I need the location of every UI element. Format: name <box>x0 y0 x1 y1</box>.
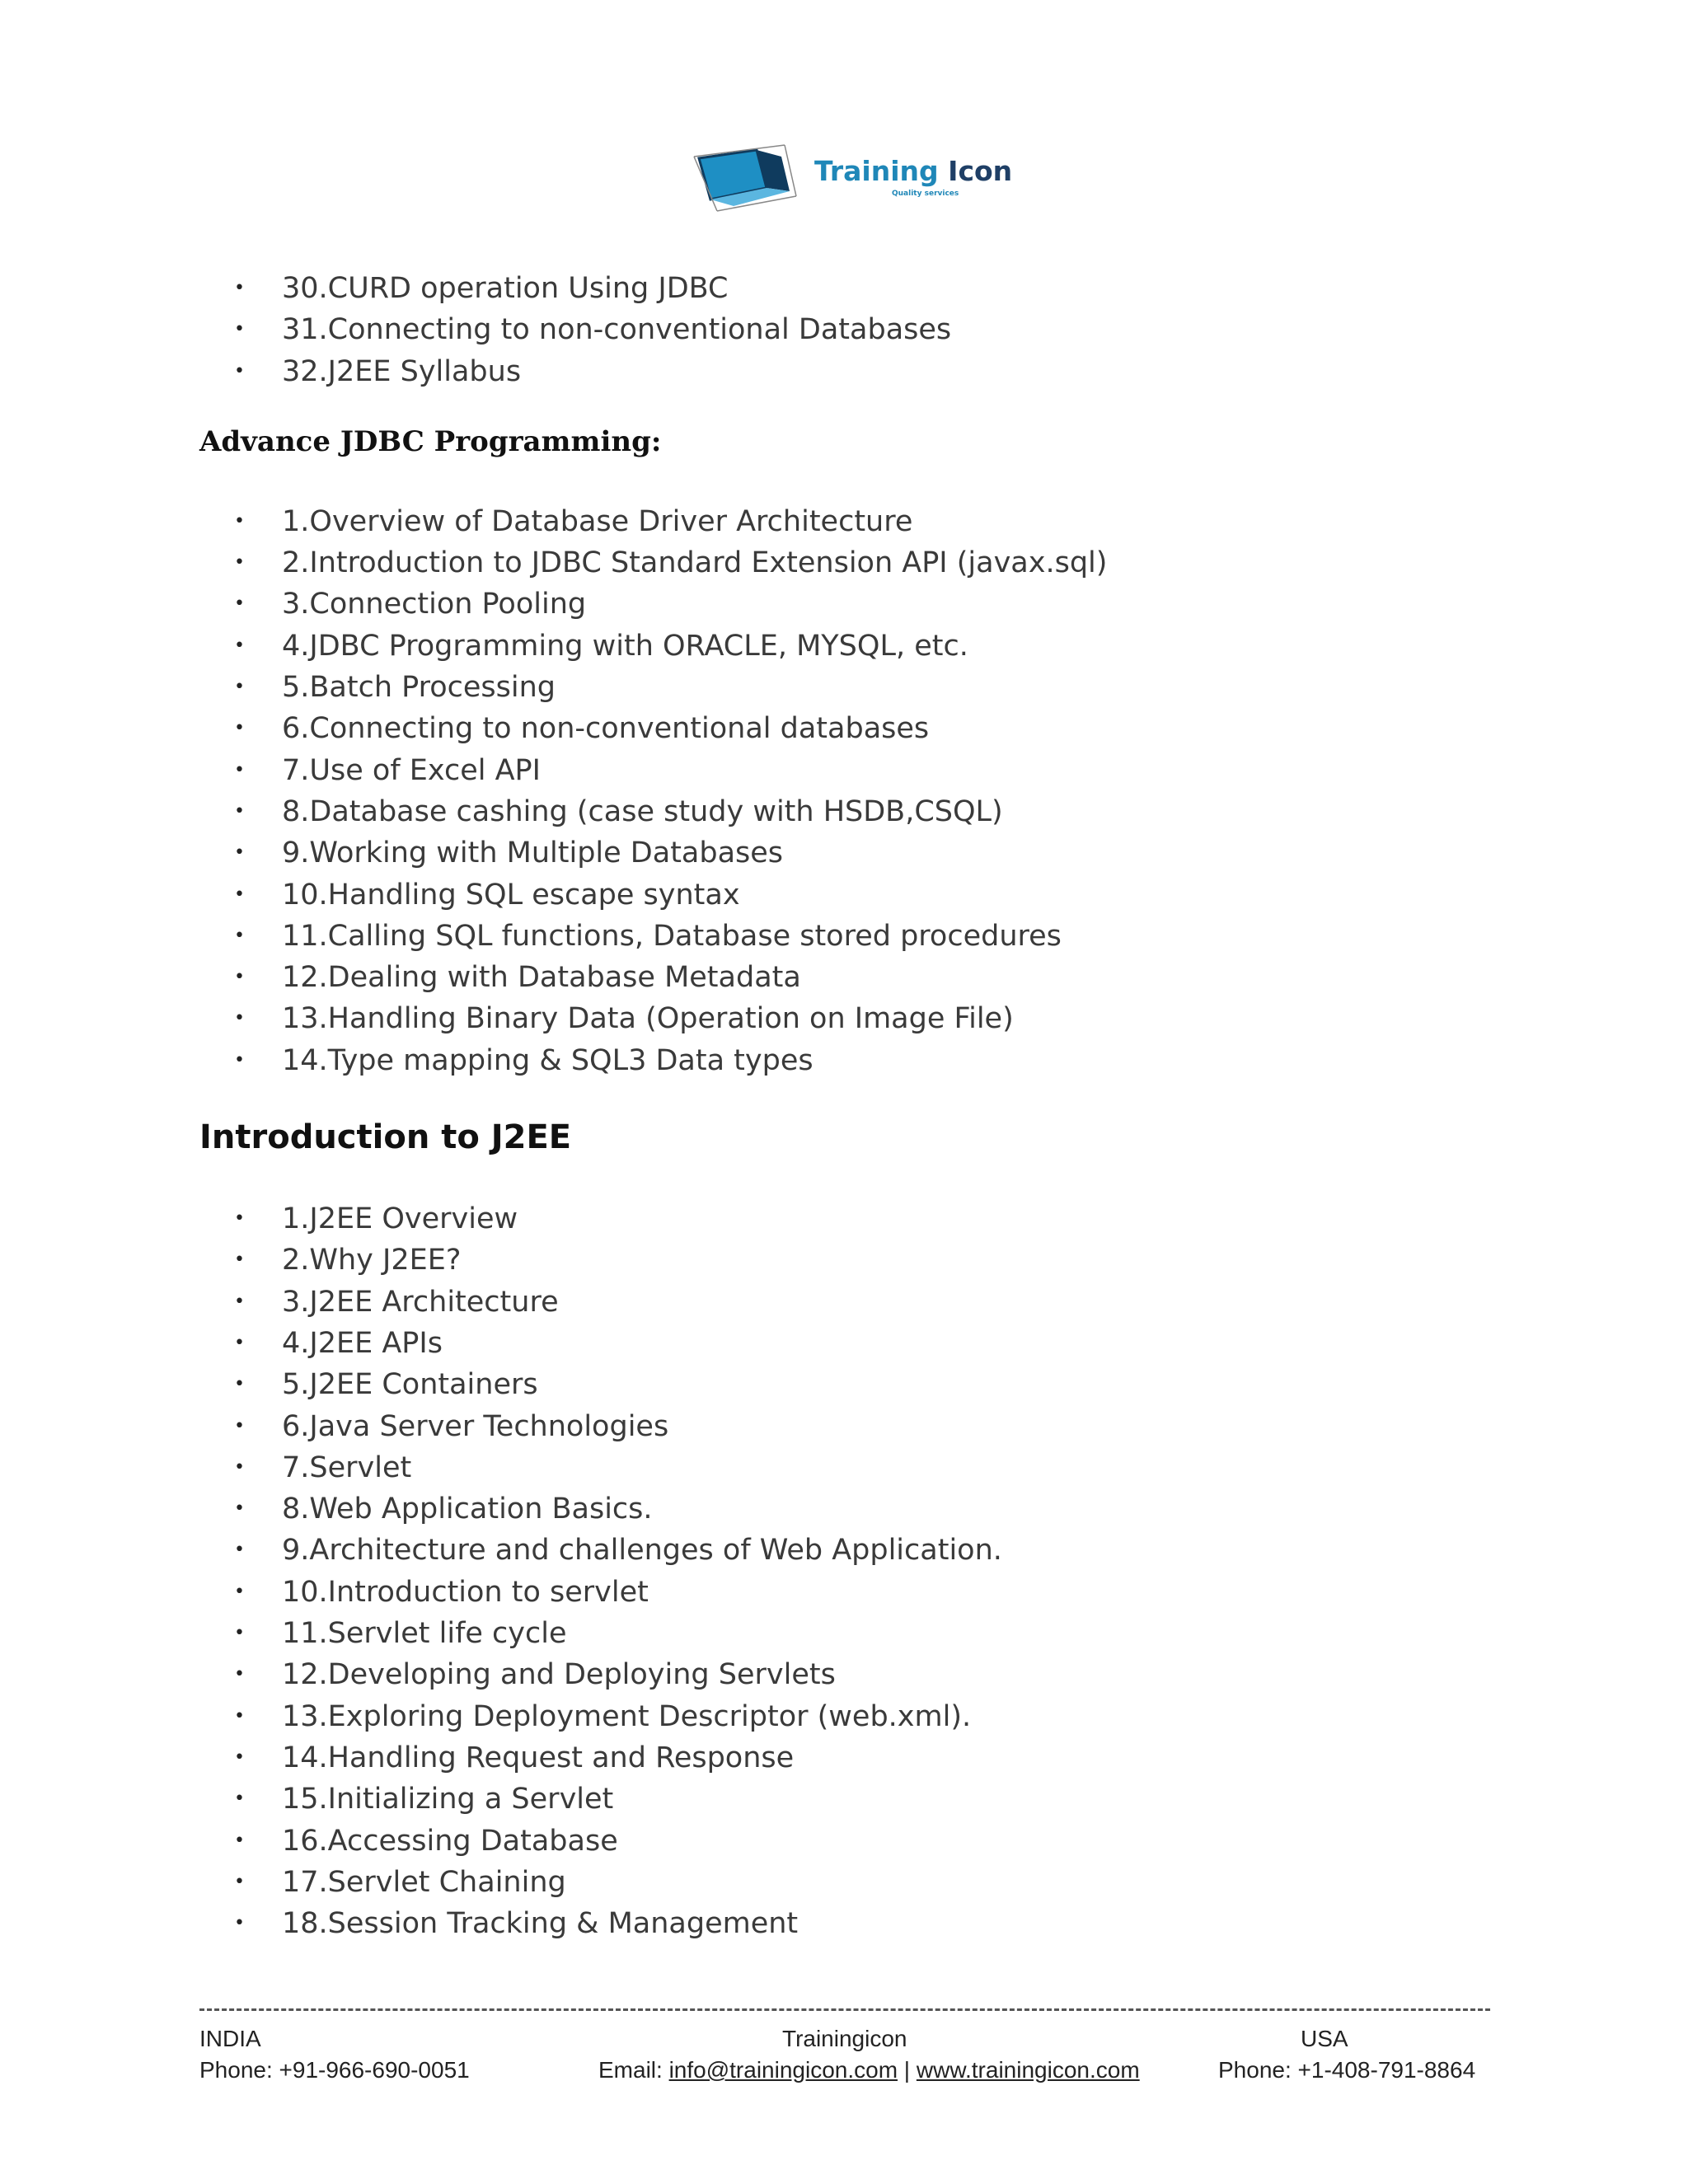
list-item <box>199 667 1518 708</box>
list-item <box>199 309 1518 350</box>
footer-contact-line <box>598 2055 1140 2086</box>
list-item-text: 5.Batch Processing <box>282 671 556 705</box>
list-item-text: 11.Calling SQL functions, Database stored procedures <box>282 919 1062 953</box>
list-item-text: 9.Working with Multiple Databases <box>282 837 784 870</box>
bullet-icon: • <box>234 1249 245 1271</box>
footer-usa-title: USA <box>1301 2026 1348 2051</box>
list-item-text: 7.Use of Excel API <box>282 753 541 787</box>
list-item <box>199 1572 1518 1613</box>
bullet-icon: • <box>234 278 245 298</box>
advance-jdbc-heading: Advance JDBC Programming: <box>199 424 662 458</box>
list-item <box>199 1903 1518 1944</box>
list-item-text: 17.Servlet Chaining <box>282 1865 566 1899</box>
list-item-text: 2.Why J2EE? <box>282 1244 462 1277</box>
list-item-text: 1.J2EE Overview <box>282 1202 518 1236</box>
document-content <box>199 268 1518 1944</box>
footer-email-label: Email: <box>598 2057 669 2083</box>
list-item <box>199 750 1518 791</box>
list-item <box>199 874 1518 916</box>
footer-usa-phone: Phone: +1-408-791-8864 <box>1218 2057 1476 2083</box>
list-item-text: 8.Web Application Basics. <box>282 1493 653 1526</box>
list-item-text: 13.Exploring Deployment Descriptor (web.xml). <box>282 1699 972 1733</box>
bullet-icon: • <box>234 883 245 905</box>
advance-jdbc-list <box>199 501 1518 1081</box>
list-item <box>199 1198 1518 1240</box>
bullet-icon: • <box>234 1664 245 1685</box>
list-item <box>199 268 1518 309</box>
list-item <box>199 1821 1518 1862</box>
list-item <box>199 1613 1518 1654</box>
bullet-icon: • <box>234 1540 245 1561</box>
logo-title-icon: Icon <box>948 155 1013 187</box>
list-item-text: 10.Introduction to servlet <box>282 1575 649 1609</box>
bullet-icon: • <box>234 1415 245 1436</box>
bullet-icon: • <box>234 967 245 988</box>
list-item-text: 3.Connection Pooling <box>282 588 587 621</box>
bullet-icon: • <box>234 1374 245 1395</box>
footer-usa <box>1218 2023 1475 2086</box>
bullet-icon: • <box>234 1208 245 1230</box>
bullet-icon: • <box>234 635 245 656</box>
bullet-icon: • <box>234 1871 245 1892</box>
footer-website-link[interactable]: www.trainingicon.com <box>916 2057 1140 2083</box>
footer-india <box>199 2023 470 2086</box>
footer-company-name: Trainingicon <box>782 2026 907 2051</box>
list-item <box>199 1654 1518 1695</box>
list-item <box>199 1323 1518 1364</box>
list-item-text: 14.Handling Request and Response <box>282 1741 795 1774</box>
list-item <box>199 542 1518 583</box>
list-item-text: 18.Session Tracking & Management <box>282 1907 799 1941</box>
footer-india-phone: Phone: +91-966-690-0051 <box>199 2057 470 2083</box>
bullet-icon: • <box>234 759 245 780</box>
list-item-text: 12.Developing and Deploying Servlets <box>282 1658 836 1692</box>
list-item-text: 8.Database cashing (case study with HSDB,CSQL) <box>282 794 1003 828</box>
bullet-icon: • <box>234 1291 245 1312</box>
logo-title <box>814 155 1012 187</box>
list-item <box>199 1779 1518 1820</box>
list-item-text: 9.Architecture and challenges of Web Application. <box>282 1534 1002 1568</box>
list-item <box>199 1696 1518 1737</box>
intro-j2ee-list <box>199 1198 1518 1944</box>
bullet-icon: • <box>234 1456 245 1478</box>
footer-divider <box>199 2008 1490 2011</box>
list-item-text: 13.Handling Binary Data (Operation on Image File) <box>282 1002 1014 1036</box>
list-item <box>199 1447 1518 1488</box>
top-list <box>199 268 1518 392</box>
list-item-text: 31.Connecting to non-conventional Databases <box>282 313 952 347</box>
list-item <box>199 1406 1518 1447</box>
list-item <box>199 501 1518 542</box>
list-item <box>199 791 1518 832</box>
bullet-icon: • <box>234 677 245 698</box>
logo-tagline: Quality services <box>892 190 959 198</box>
list-item <box>199 583 1518 625</box>
list-item <box>199 1040 1518 1081</box>
list-item-text: 4.J2EE APIs <box>282 1326 443 1360</box>
bullet-icon: • <box>234 1623 245 1644</box>
bullet-icon: • <box>234 1913 245 1934</box>
bullet-icon: • <box>234 510 245 532</box>
list-item <box>199 1282 1518 1323</box>
list-item-text: 30.CURD operation Using JDBC <box>282 272 729 305</box>
list-item <box>199 708 1518 749</box>
list-item-text: 4.JDBC Programming with ORACLE, MYSQL, etc. <box>282 629 968 663</box>
list-item-text: 2.Introduction to JDBC Standard Extension API (javax.sql) <box>282 546 1108 580</box>
list-item <box>199 626 1518 667</box>
bullet-icon: • <box>234 842 245 864</box>
training-icon-logo <box>692 140 1013 214</box>
bullet-icon: • <box>234 319 245 340</box>
bullet-icon: • <box>234 800 245 822</box>
list-item-text: 15.Initializing a Servlet <box>282 1783 614 1816</box>
list-item-text: 16.Accessing Database <box>282 1824 618 1858</box>
bullet-icon: • <box>234 1830 245 1851</box>
list-item <box>199 998 1518 1039</box>
bullet-icon: • <box>234 1049 245 1071</box>
list-item <box>199 832 1518 874</box>
list-item-text: 6.Connecting to non-conventional databases <box>282 712 930 746</box>
bullet-icon: • <box>234 552 245 574</box>
list-item-text: 32.J2EE Syllabus <box>282 354 522 388</box>
list-item <box>199 916 1518 957</box>
footer-separator: | <box>898 2057 917 2083</box>
list-item <box>199 351 1518 392</box>
bullet-icon: • <box>234 925 245 946</box>
intro-j2ee-heading: Introduction to J2EE <box>199 1118 572 1157</box>
list-item-text: 6.Java Server Technologies <box>282 1409 669 1443</box>
bullet-icon: • <box>234 1705 245 1727</box>
bullet-icon: • <box>234 1332 245 1353</box>
bullet-icon: • <box>234 718 245 739</box>
list-item <box>199 1862 1518 1903</box>
footer-india-title: INDIA <box>199 2026 261 2051</box>
list-item-text: 14.Type mapping & SQL3 Data types <box>282 1043 814 1077</box>
list-item <box>199 1364 1518 1405</box>
list-item-text: 1.Overview of Database Driver Architecture <box>282 504 913 538</box>
bullet-icon: • <box>234 1581 245 1602</box>
bullet-icon: • <box>234 1788 245 1810</box>
bullet-icon: • <box>234 593 245 615</box>
list-item <box>199 1737 1518 1779</box>
cube-logo-icon <box>692 140 808 214</box>
list-item-text: 11.Servlet life cycle <box>282 1617 567 1651</box>
list-item <box>199 957 1518 998</box>
bullet-icon: • <box>234 1008 245 1029</box>
list-item-text: 12.Dealing with Database Metadata <box>282 961 801 995</box>
list-item <box>199 1488 1518 1530</box>
list-item-text: 7.Servlet <box>282 1451 412 1484</box>
bullet-icon: • <box>234 1746 245 1768</box>
bullet-icon: • <box>234 1498 245 1520</box>
list-item <box>199 1530 1518 1571</box>
bullet-icon: • <box>234 360 245 382</box>
logo-title-training: Training <box>814 155 939 187</box>
list-item-text: 5.J2EE Containers <box>282 1368 538 1402</box>
list-item <box>199 1240 1518 1281</box>
footer-email-link[interactable]: info@trainingicon.com <box>668 2057 898 2083</box>
list-item-text: 10.Handling SQL escape syntax <box>282 878 740 912</box>
list-item-text: 3.J2EE Architecture <box>282 1285 559 1319</box>
